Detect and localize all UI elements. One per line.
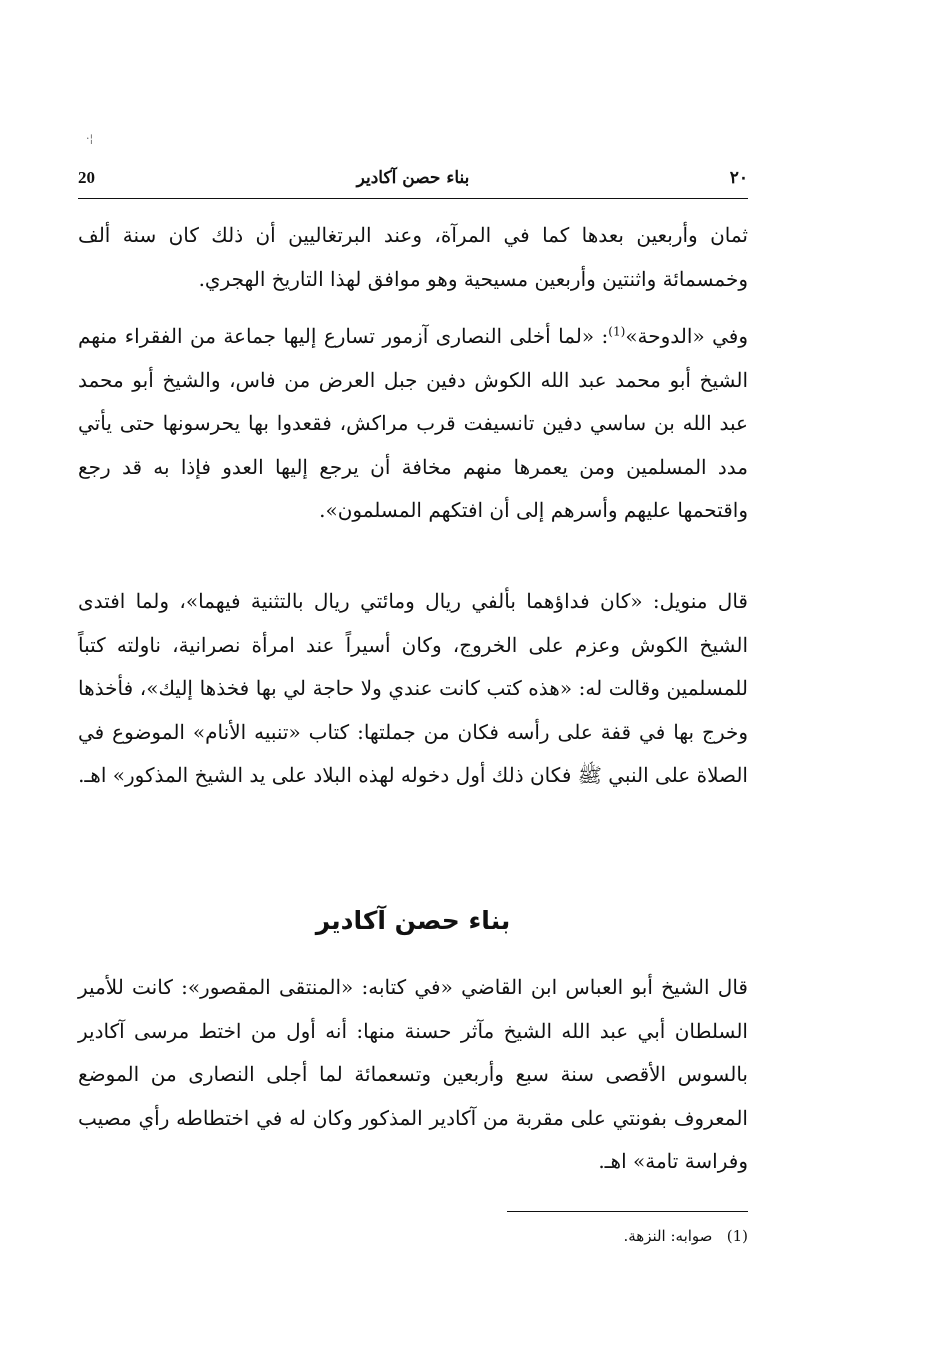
footnote-marker[interactable]: (1) bbox=[608, 324, 626, 339]
paragraph-1 bbox=[78, 214, 748, 301]
running-title: بناء حصن آكادير bbox=[356, 168, 470, 188]
paragraph-3 bbox=[78, 580, 748, 798]
paragraph-2-body: : «لما أخلى النصارى آزمور تسارع إليها جماعة من الفقراء منهم الشيخ أبو محمد عبد الله الكوش دفين جبل العرض من فاس، والشيخ أبو محمد عبد الله بن ساسي دفين تانسيفت قرب مراكش، فقعدوا بها يحرسونها حتى يأتي مدد المسلمين ومن يعمرها منهم مخافة أن يرجع إليها العدو فإذا به قد رجع واقتحمها عليهم وأسرهم إلى أن افتكهم المسلمون». bbox=[78, 324, 748, 522]
paragraph-1-text: ثمان وأربعين بعدها كما في المرآة، وعند البرتغاليين أن ذلك كان سنة ألف وخمسمائة واثنتين وأربعين مسيحية وهو موافق لهذا التاريخ الهجري. bbox=[78, 223, 748, 291]
page-number-latin: 20 bbox=[78, 168, 95, 187]
footnote-rule bbox=[507, 1211, 748, 1212]
section-paragraph bbox=[78, 966, 748, 1184]
paragraph-3-text: قال منويل: «كان فداؤهما بألفي ريال ومائتي ريال بالتثنية فيهما»، ولما افتدى الشيخ الكوش وعزم على الخروج، وكان أسيراً عند امرأة نصرانية، ناولته كتباً للمسلمين وقالت له: «هذه كتب كانت عندي ولا حاجة لي بها فخذها إليك»، فأخذها وخرج بها في قفة على رأسه فكان من جملتها: كتاب «تنبيه الأنام» الموضوع في الصلاة على النبي ﷺ فكان ذلك أول دخوله لهذه البلاد على يد الشيخ المذكور» اهـ. bbox=[78, 589, 749, 787]
paragraph-2 bbox=[78, 315, 748, 533]
footnote-text: صوابه: النزهة. bbox=[623, 1227, 713, 1245]
page-number-arabic: ٢٠ bbox=[729, 168, 748, 188]
scan-speck: ·¦ bbox=[86, 132, 94, 145]
footnote bbox=[78, 1222, 748, 1250]
paragraph-2-lead: وفي «الدوحة» bbox=[625, 324, 748, 348]
section-heading: بناء حصن آكادير bbox=[315, 906, 511, 935]
footnote-number: (1) bbox=[726, 1227, 748, 1245]
running-header bbox=[78, 168, 748, 194]
paragraph-2-text bbox=[78, 315, 748, 533]
section-paragraph-text: قال الشيخ أبو العباس ابن القاضي «في كتابه: «المنتقى المقصور»: كانت للأمير السلطان أبي عبد الله الشيخ مآثر حسنة منها: أنه أول من اختط مرسى آكادير بالسوس الأقصى سنة سبع وأربعين وتسعمائة لما أجلى النصارى من الموضع المعروف بفونتي على مقربة من آكادير المذكور وكان له في اختطاطه رأي مصيب وفراسة تامة» اهـ. bbox=[78, 975, 748, 1173]
header-rule bbox=[78, 198, 748, 199]
